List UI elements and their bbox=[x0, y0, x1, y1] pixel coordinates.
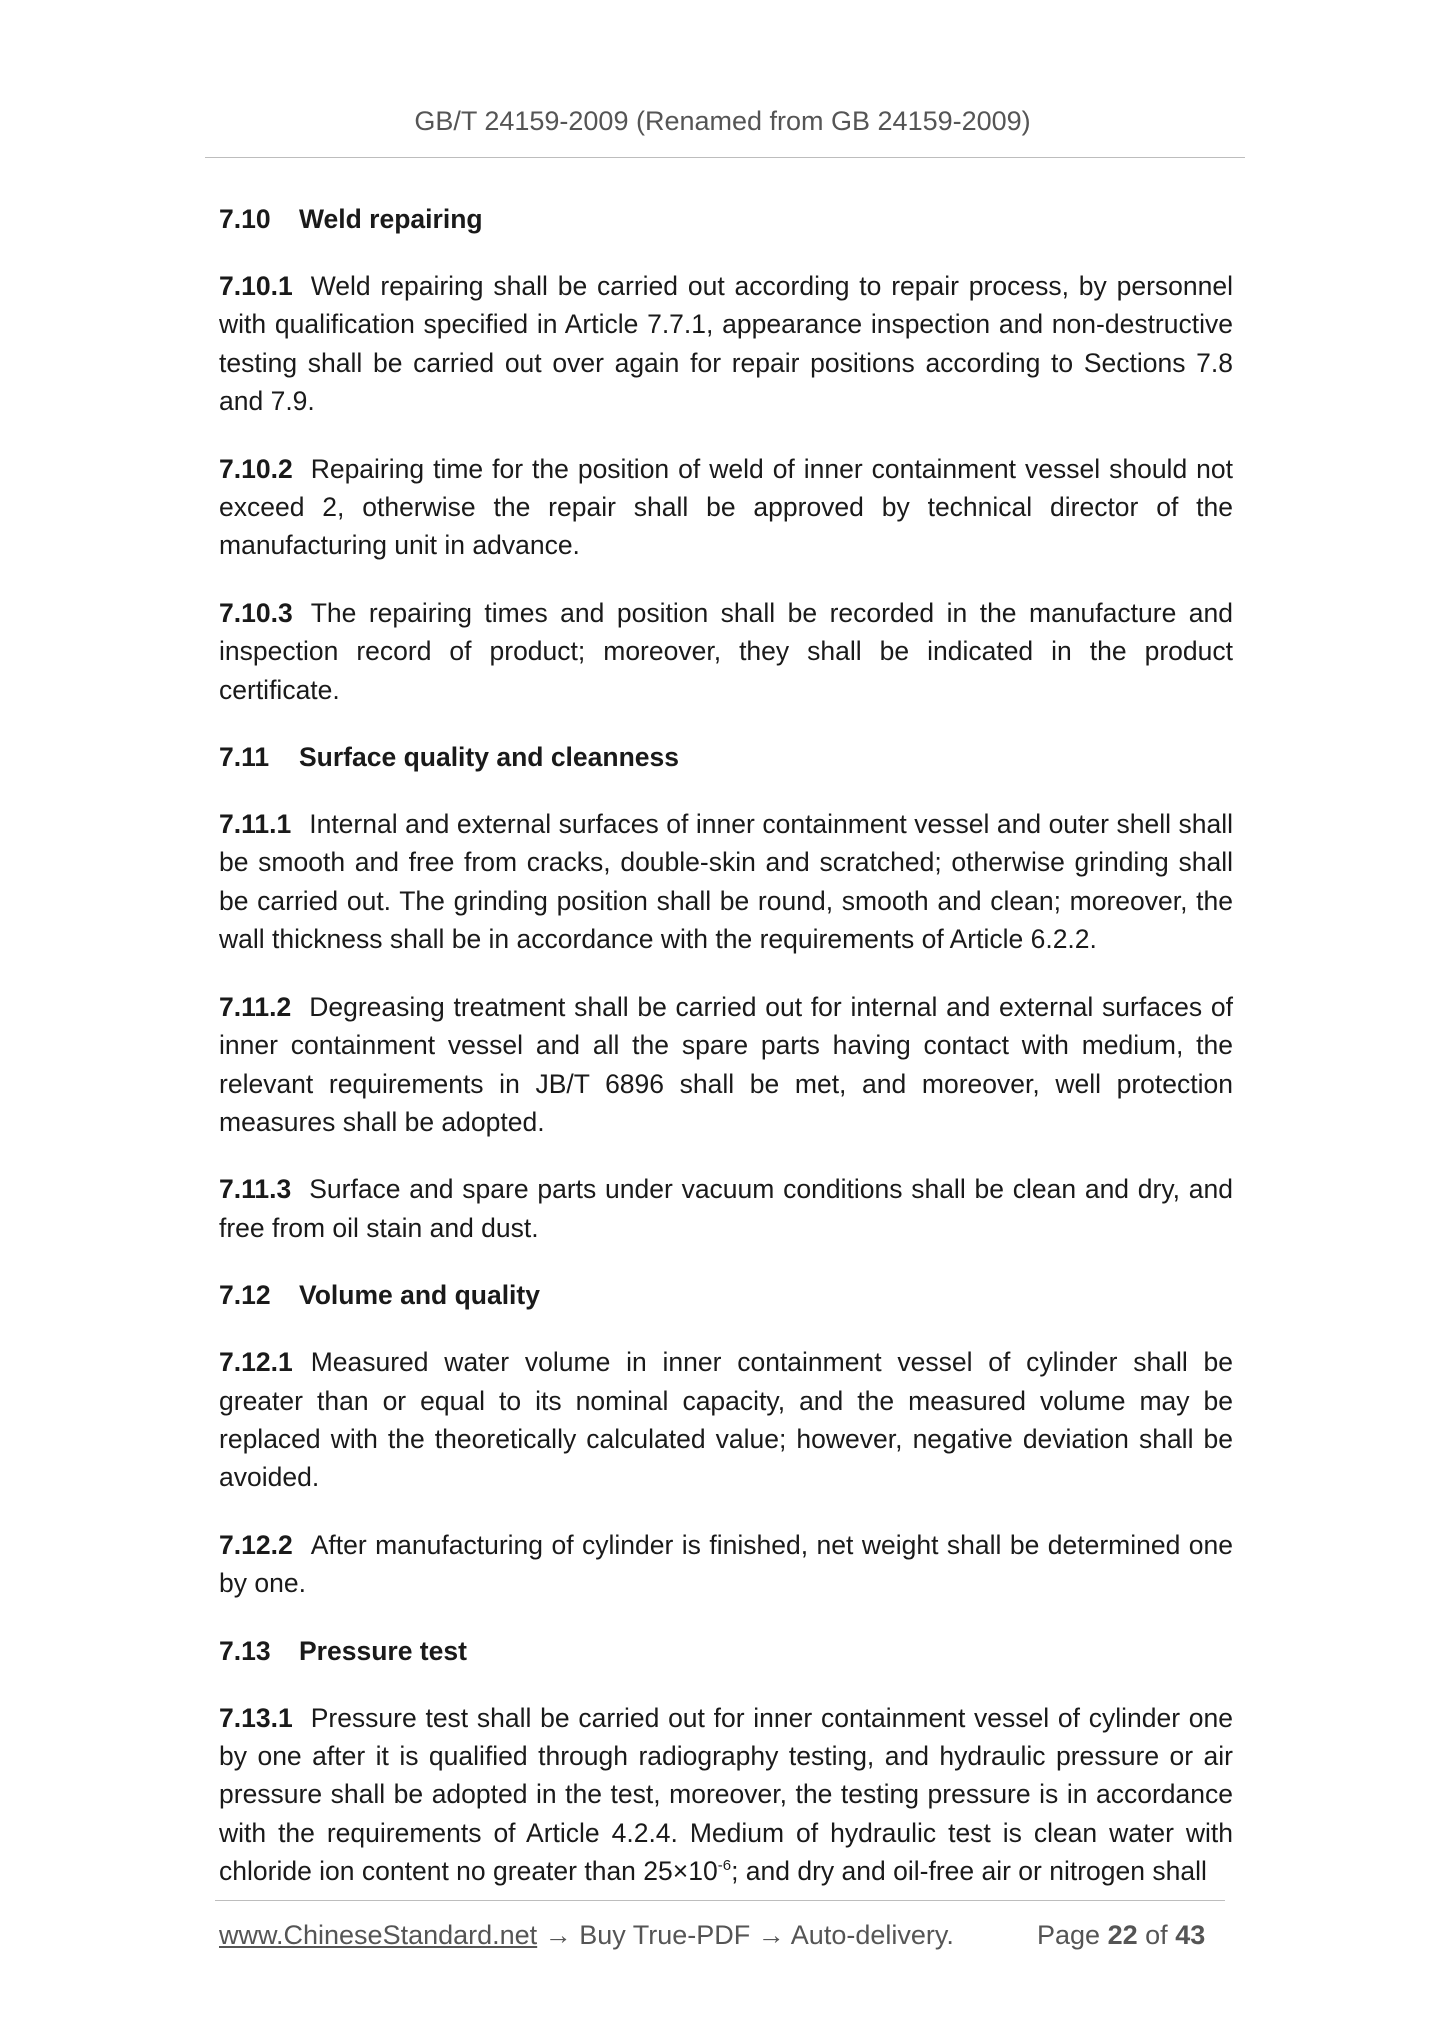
section-heading-7-11 bbox=[219, 738, 1233, 776]
clause-7-12-1 bbox=[219, 1343, 1233, 1497]
clause-7-11-2 bbox=[219, 988, 1233, 1142]
section-number: 7.10 bbox=[219, 204, 271, 234]
page-current: 22 bbox=[1107, 1920, 1138, 1950]
clause-7-10-1 bbox=[219, 267, 1233, 421]
clause-7-11-3 bbox=[219, 1170, 1233, 1247]
page-total: 43 bbox=[1175, 1920, 1206, 1950]
clause-number: 7.11.1 bbox=[219, 809, 292, 840]
arrow-right-icon: → bbox=[757, 1920, 785, 1950]
section-number: 7.12 bbox=[219, 1280, 271, 1311]
clause-number: 7.13.1 bbox=[219, 1702, 293, 1733]
auto-delivery-label: Auto-delivery. bbox=[790, 1920, 954, 1950]
section-heading-7-13 bbox=[219, 1632, 1233, 1670]
clause-number: 7.12.2 bbox=[219, 1529, 293, 1560]
section-heading-7-10 bbox=[219, 200, 1233, 238]
buy-true-pdf-label: Buy True-PDF bbox=[579, 1920, 751, 1950]
site-link[interactable]: www.ChineseStandard.net bbox=[219, 1920, 538, 1950]
clause-text: Pressure test shall be carried out for inner containment vessel of cylinder one by one after it is qualified through radiography testing, and hydraulic pressure or air pressure shall be adopted in the test, moreover, the testing pressure is in accordance with the requirements of Article 4.2.4. Medium of hydraulic test is clean water with chloride ion content no greater than 25×10 bbox=[219, 1702, 1233, 1887]
section-number: 7.13 bbox=[219, 1635, 271, 1666]
section-number: 7.11 bbox=[219, 742, 270, 773]
page-of: of bbox=[1145, 1920, 1168, 1950]
clause-number: 7.12.1 bbox=[219, 1347, 293, 1378]
clause-text: Surface and spare parts under vacuum conditions shall be clean and dry, and free from oil stain and dust. bbox=[219, 1174, 1233, 1243]
clause-text: Internal and external surfaces of inner containment vessel and outer shell shall be smooth and free from cracks, double-skin and scratched; otherwise grinding shall be carried out. The grinding position shall be round, smooth and clean; moreover, the wall thickness shall be in accordance with the requirements of Article 6.2.2. bbox=[219, 809, 1233, 955]
clause-text: Repairing time for the position of weld of inner containment vessel should not exceed 2, otherwise the repair shall be approved by technical director of the manufacturing unit in advance. bbox=[219, 453, 1233, 561]
section-heading-7-12 bbox=[219, 1276, 1233, 1314]
clause-text: Measured water volume in inner containment vessel of cylinder shall be greater than or equal to its nominal capacity, and the measured volume may be replaced with the theoretically calculated value; however, negative deviation shall be avoided. bbox=[219, 1347, 1233, 1493]
clause-7-12-2 bbox=[219, 1526, 1233, 1603]
clause-7-11-1 bbox=[219, 805, 1233, 959]
section-title: Surface quality and cleanness bbox=[299, 742, 679, 773]
document-body bbox=[219, 200, 1233, 1920]
section-title: Pressure test bbox=[299, 1635, 467, 1666]
section-title: Weld repairing bbox=[299, 204, 483, 234]
clause-number: 7.11.3 bbox=[219, 1174, 292, 1205]
clause-7-10-2 bbox=[219, 450, 1233, 565]
clause-7-10-3 bbox=[219, 594, 1233, 709]
clause-number: 7.10.1 bbox=[219, 271, 293, 301]
clause-text-continued: ; and dry and oil-free air or nitrogen shall bbox=[731, 1856, 1207, 1887]
clause-number: 7.10.2 bbox=[219, 453, 293, 484]
clause-7-13-1 bbox=[219, 1699, 1233, 1891]
footer-divider bbox=[215, 1900, 1225, 1901]
clause-text: The repairing times and position shall be recorded in the manufacture and inspection record of product; moreover, they shall be indicated in the product certificate. bbox=[219, 597, 1233, 705]
clause-text: Degreasing treatment shall be carried out for internal and external surfaces of inner containment vessel and all the spare parts having contact with medium, the relevant requirements in JB/T 6896 shall be met, and moreover, well protection measures shall be adopted. bbox=[219, 991, 1233, 1137]
exponent: -6 bbox=[717, 1857, 732, 1875]
section-title: Volume and quality bbox=[299, 1280, 540, 1311]
page-indicator bbox=[1037, 1920, 1205, 1951]
page-footer bbox=[219, 1920, 1229, 1951]
page-label: Page bbox=[1037, 1920, 1101, 1950]
clause-text: After manufacturing of cylinder is finished, net weight shall be determined one by one. bbox=[219, 1529, 1233, 1599]
clause-number: 7.10.3 bbox=[219, 597, 293, 628]
arrow-right-icon: → bbox=[544, 1920, 572, 1950]
clause-number: 7.11.2 bbox=[219, 991, 292, 1022]
document-header-title: GB/T 24159-2009 (Renamed from GB 24159-2009) bbox=[414, 106, 1031, 136]
header-divider bbox=[205, 157, 1245, 158]
clause-text: Weld repairing shall be carried out according to repair process, by personnel with qualification specified in Article 7.7.1, appearance inspection and non-destructive testing shall be carried out over again for repair positions according to Sections 7.8 and 7.9. bbox=[219, 271, 1233, 417]
